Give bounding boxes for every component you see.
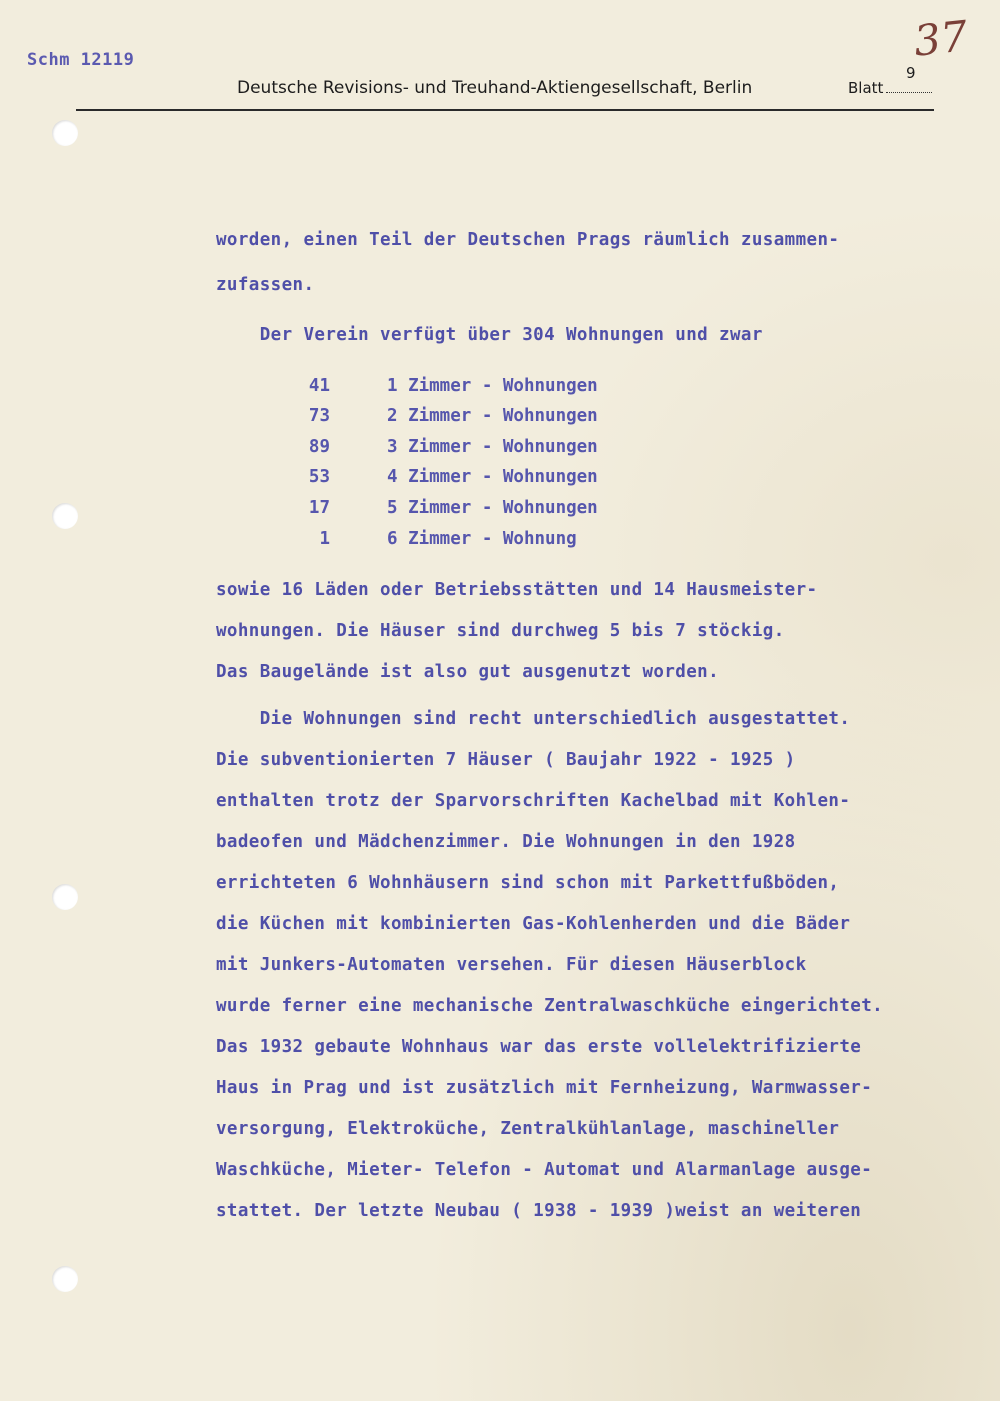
sheet-dotted-line	[886, 92, 932, 93]
text-line: wurde ferner eine mechanische Zentralwaschküche eingerichtet.	[216, 996, 884, 1016]
apartment-type: 1 Zimmer - Wohnungen	[387, 376, 598, 396]
apartment-type: 5 Zimmer - Wohnungen	[387, 498, 598, 518]
text-line: worden, einen Teil der Deutschen Prags räumlich zusammen-	[216, 230, 840, 250]
apartment-type: 4 Zimmer - Wohnungen	[387, 467, 598, 487]
text-line: errichteten 6 Wohnhäusern sind schon mit Parkettfußböden,	[216, 873, 840, 893]
apartment-count: 17	[308, 498, 330, 518]
text-line: sowie 16 Läden oder Betriebsstätten und 14 Hausmeister-	[216, 580, 818, 600]
text-line: wohnungen. Die Häuser sind durchweg 5 bis 7 stöckig.	[216, 621, 785, 641]
apartment-type: 6 Zimmer - Wohnung	[387, 529, 577, 549]
letterhead-company: Deutsche Revisions- und Treuhand-Aktiengesellschaft, Berlin	[237, 78, 753, 98]
handwritten-folio-number: 37	[911, 11, 970, 66]
document-reference-stamp: Schm 12119	[27, 50, 135, 70]
punch-hole	[52, 503, 78, 529]
text-line: stattet. Der letzte Neubau ( 1938 - 1939 )weist an weiteren	[216, 1201, 862, 1221]
text-line: Haus in Prag und ist zusätzlich mit Fernheizung, Warmwasser-	[216, 1078, 873, 1098]
punch-hole	[52, 120, 78, 146]
text-line: die Küchen mit kombinierten Gas-Kohlenherden und die Bäder	[216, 914, 851, 934]
apartment-type: 2 Zimmer - Wohnungen	[387, 406, 598, 426]
punch-hole	[52, 1266, 78, 1292]
text-line: badeofen und Mädchenzimmer. Die Wohnungen in den 1928	[216, 832, 796, 852]
text-line: Der Verein verfügt über 304 Wohnungen und zwar	[216, 325, 763, 345]
apartment-count: 1	[319, 529, 330, 549]
apartment-count: 53	[308, 467, 330, 487]
header-rule	[76, 109, 934, 111]
text-line: Waschküche, Mieter- Telefon - Automat und Alarmanlage ausge-	[216, 1160, 873, 1180]
text-line: mit Junkers-Automaten versehen. Für diesen Häuserblock	[216, 955, 807, 975]
apartment-count: 41	[308, 376, 330, 396]
text-line: Das Baugelände ist also gut ausgenutzt worden.	[216, 662, 720, 682]
text-line: enthalten trotz der Sparvorschriften Kachelbad mit Kohlen-	[216, 791, 851, 811]
text-line: versorgung, Elektroküche, Zentralkühlanlage, maschineller	[216, 1119, 840, 1139]
text-line: zufassen.	[216, 275, 315, 295]
sheet-number: 9	[906, 64, 916, 82]
apartment-type: 3 Zimmer - Wohnungen	[387, 437, 598, 457]
sheet-label	[848, 79, 932, 97]
apartment-count: 89	[308, 437, 330, 457]
text-line: Das 1932 gebaute Wohnhaus war das erste vollelektrifizierte	[216, 1037, 862, 1057]
text-line: Die subventionierten 7 Häuser ( Baujahr 1922 - 1925 )	[216, 750, 796, 770]
apartment-count: 73	[308, 406, 330, 426]
text-line: Die Wohnungen sind recht unterschiedlich ausgestattet.	[216, 709, 851, 729]
punch-hole	[52, 884, 78, 910]
sheet-label-text: Blatt	[848, 79, 884, 97]
